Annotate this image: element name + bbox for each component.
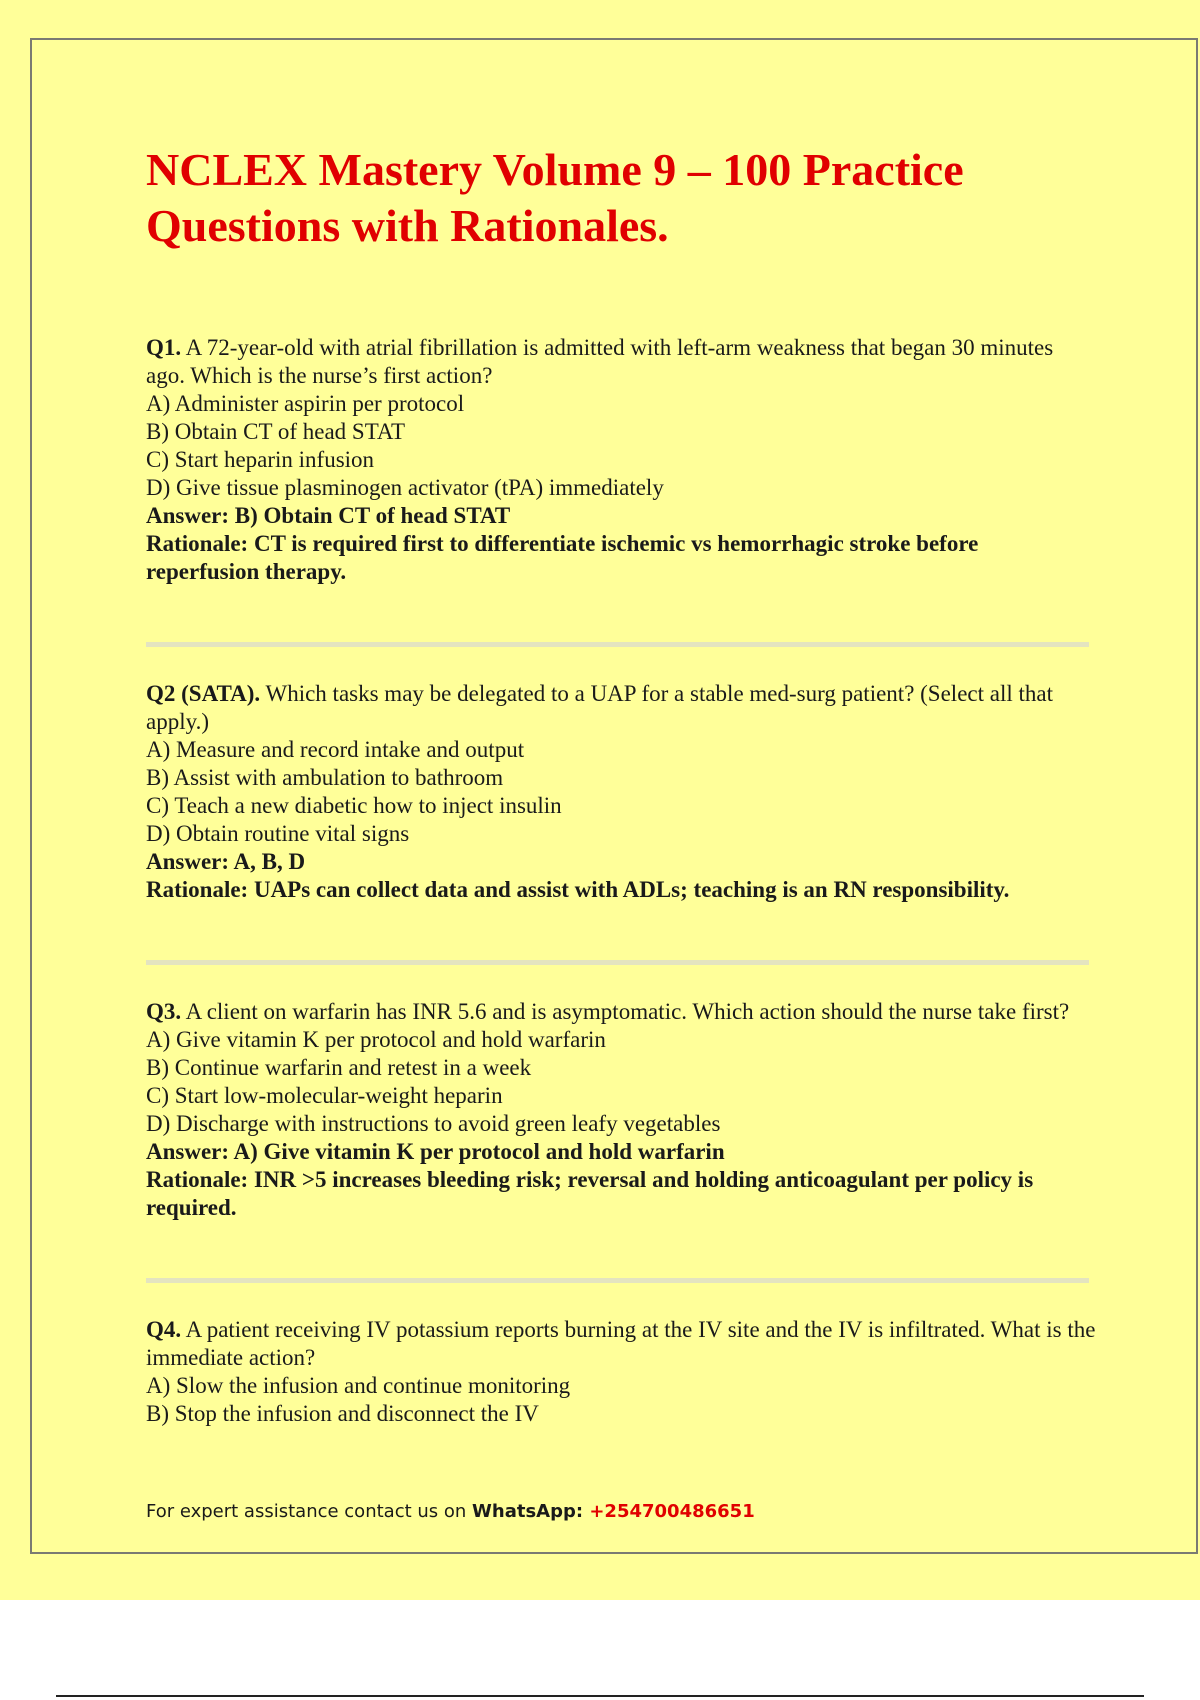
document-title: NCLEX Mastery Volume 9 – 100 Practice Questions with Rationales. <box>146 144 964 251</box>
question-stem <box>146 680 1096 736</box>
answer: Answer: A, B, D <box>146 849 306 874</box>
option-b: B) Stop the infusion and disconnect the IV <box>146 1401 539 1426</box>
question-stem <box>146 998 1096 1026</box>
option-a: A) Give vitamin K per protocol and hold warfarin <box>146 1027 606 1052</box>
option-b: B) Continue warfarin and retest in a week <box>146 1055 532 1080</box>
document-content <box>146 142 1096 1428</box>
rationale: Rationale: INR >5 increases bleeding risk; reversal and holding anticoagulant per policy is required. <box>146 1167 1034 1220</box>
option-c: C) Start heparin infusion <box>146 447 375 472</box>
option-d: D) Give tissue plasminogen activator (tPA) immediately <box>146 475 664 500</box>
option-b: B) Obtain CT of head STAT <box>146 419 406 444</box>
question-text: A patient receiving IV potassium reports burning at the IV site and the IV is infiltrated. What is the immediate action? <box>146 1317 1096 1370</box>
answer: Answer: B) Obtain CT of head STAT <box>146 503 511 528</box>
option-c: C) Start low-molecular-weight heparin <box>146 1083 503 1108</box>
bottom-rule <box>56 1695 1144 1697</box>
option-d: D) Obtain routine vital signs <box>146 821 410 846</box>
option-a: A) Administer aspirin per protocol <box>146 391 465 416</box>
section-divider <box>146 960 1089 965</box>
question-text: Which tasks may be delegated to a UAP for a stable med-surg patient? (Select all that apply.) <box>146 681 1053 734</box>
question-2 <box>146 680 1096 904</box>
whatsapp-phone-number: +254700486651 <box>583 1501 755 1522</box>
question-label: Q4. <box>146 1317 182 1342</box>
section-divider <box>146 642 1089 647</box>
option-b: B) Assist with ambulation to bathroom <box>146 765 504 790</box>
rationale: Rationale: CT is required first to differentiate ischemic vs hemorrhagic stroke before reperfusion therapy. <box>146 531 979 584</box>
question-label: Q3. <box>146 999 182 1024</box>
option-a: A) Slow the infusion and continue monitoring <box>146 1373 571 1398</box>
question-stem <box>146 1316 1096 1372</box>
question-label: Q1. <box>146 335 182 360</box>
whatsapp-label: WhatsApp: <box>472 1501 584 1522</box>
question-label: Q2 (SATA). <box>146 681 261 706</box>
question-stem <box>146 334 1096 390</box>
question-text: A 72-year-old with atrial fibrillation is admitted with left-arm weakness that began 30 minutes ago. Which is the nurse’s first action? <box>146 335 1054 388</box>
question-text: A client on warfarin has INR 5.6 and is asymptomatic. Which action should the nurse take first? <box>181 999 1070 1024</box>
footer-prefix: For expert assistance contact us on <box>146 1501 473 1522</box>
section-divider <box>146 1278 1089 1283</box>
rationale: Rationale: UAPs can collect data and assist with ADLs; teaching is an RN responsibility. <box>146 877 1010 902</box>
option-a: A) Measure and record intake and output <box>146 737 525 762</box>
option-c: C) Teach a new diabetic how to inject insulin <box>146 793 562 818</box>
contact-footer <box>146 1500 755 1524</box>
option-d: D) Discharge with instructions to avoid green leafy vegetables <box>146 1111 721 1136</box>
question-4 <box>146 1316 1096 1428</box>
question-1 <box>146 334 1096 586</box>
answer: Answer: A) Give vitamin K per protocol and hold warfarin <box>146 1139 725 1164</box>
question-3 <box>146 998 1096 1222</box>
